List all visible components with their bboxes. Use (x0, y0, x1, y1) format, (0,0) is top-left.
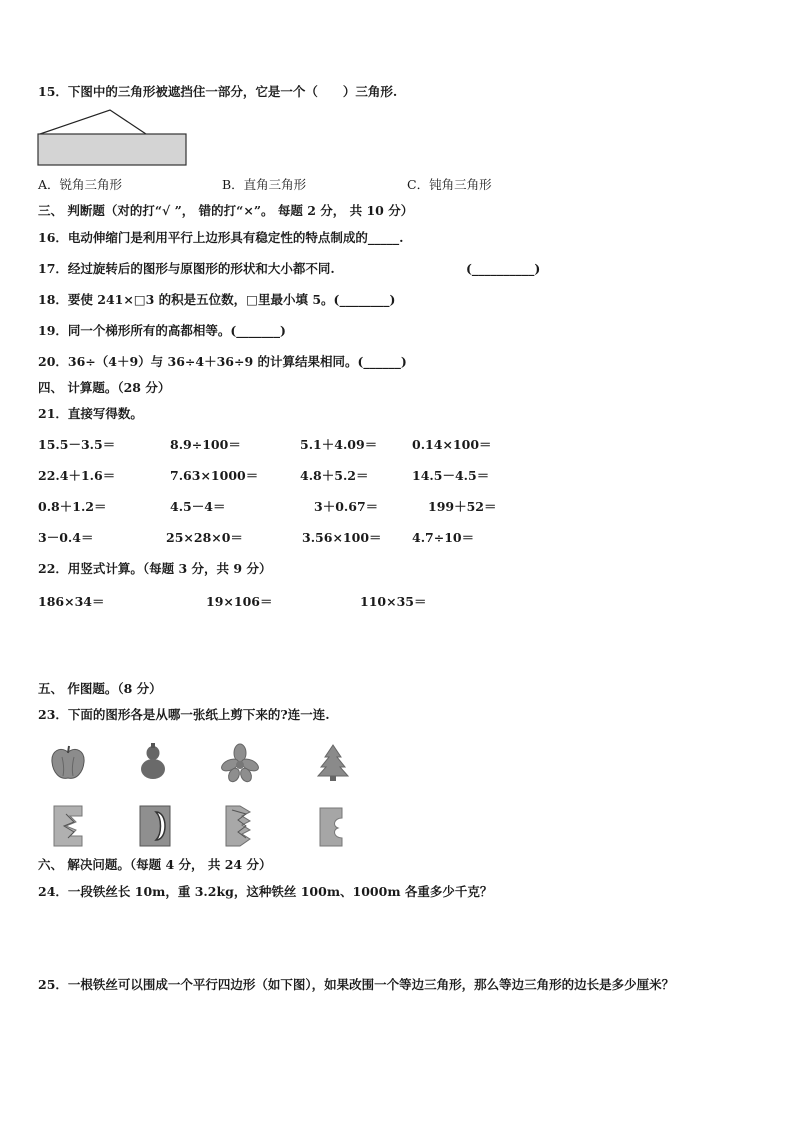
pine-tree-icon (313, 743, 353, 783)
calc-item: 4.7÷10＝ (412, 530, 475, 545)
hidden-triangle-figure (36, 107, 190, 169)
apple-icon (48, 743, 88, 783)
q16: 16．电动伸缩门是利用平行上边形具有稳定性的特点制成的_____. (38, 230, 404, 245)
q15-stem: 15．下图中的三角形被遮挡住一部分，它是一个（ ）三角形. (38, 84, 398, 99)
paper-zigzag-icon (224, 804, 258, 848)
section-3-title: 三、 判断题（对的打“√ ”， 错的打“×”。 每题 2 分， 共 10 分） (38, 203, 414, 218)
gourd-icon (133, 742, 173, 782)
calc-item: 5.1＋4.09＝ (300, 437, 378, 452)
calc-item: 22.4＋1.6＝ (38, 468, 116, 483)
calc-item: 0.14×100＝ (412, 437, 492, 452)
q17-stem: 17．经过旋转后的图形与原图形的形状和大小都不同. (38, 261, 335, 276)
calc-item: 8.9÷100＝ (170, 437, 241, 452)
calc-item: 3＋0.67＝ (314, 499, 379, 514)
q15-option-a: A．锐角三角形 (38, 177, 123, 192)
q15-option-c: C．钝角三角形 (407, 177, 492, 192)
q15-option-b: B．直角三角形 (222, 177, 307, 192)
section-5-title: 五、 作图题。（8 分） (38, 681, 162, 696)
calc-item: 15.5－3.5＝ (38, 437, 116, 452)
calc-item: 3.56×100＝ (302, 530, 382, 545)
q18: 18．要使 241×□3 的积是五位数，□里最小填 5。(________) (38, 292, 396, 307)
section-4-title: 四、 计算题。（28 分） (38, 380, 171, 395)
calc-item: 199＋52＝ (428, 499, 497, 514)
q25: 25．一根铁丝可以围成一个平行四边形（如下图），如果改围一个等边三角形，那么等边三角形的边长是多少厘米？ (38, 977, 675, 992)
calc-item: 7.63×1000＝ (170, 468, 259, 483)
q20: 20．36÷（4＋9）与 36÷4＋36÷9 的计算结果相同。(______) (38, 354, 407, 369)
q17-answer-blank: (__________) (466, 261, 541, 276)
q19: 19．同一个梯形所有的高都相等。(_______) (38, 323, 286, 338)
section-6-title: 六、 解决问题。（每题 4 分， 共 24 分） (38, 857, 272, 872)
calc-item: 3－0.4＝ (38, 530, 94, 545)
paper-e-icon (52, 804, 86, 848)
calc-item: 0.8＋1.2＝ (38, 499, 107, 514)
q21-stem: 21．直接写得数。 (38, 406, 143, 421)
calc-item: 4.8＋5.2＝ (300, 468, 369, 483)
flower-icon (220, 743, 260, 783)
vertical-calc-item: 186×34＝ (38, 594, 105, 609)
calc-item: 25×28×0＝ (166, 530, 243, 545)
q24: 24．一段铁丝长 10m，重 3.2kg，这种铁丝 100m、1000m 各重多少千克？ (38, 884, 493, 899)
paper-notch-icon (316, 804, 350, 848)
q22-stem: 22．用竖式计算。（每题 3 分，共 9 分） (38, 561, 272, 576)
calc-item: 4.5－4＝ (170, 499, 226, 514)
paper-c-icon (138, 804, 172, 848)
q23-stem: 23．下面的图形各是从哪一张纸上剪下来的?连一连. (38, 707, 330, 722)
vertical-calc-item: 110×35＝ (360, 594, 427, 609)
calc-item: 14.5－4.5＝ (412, 468, 490, 483)
vertical-calc-item: 19×106＝ (206, 594, 273, 609)
